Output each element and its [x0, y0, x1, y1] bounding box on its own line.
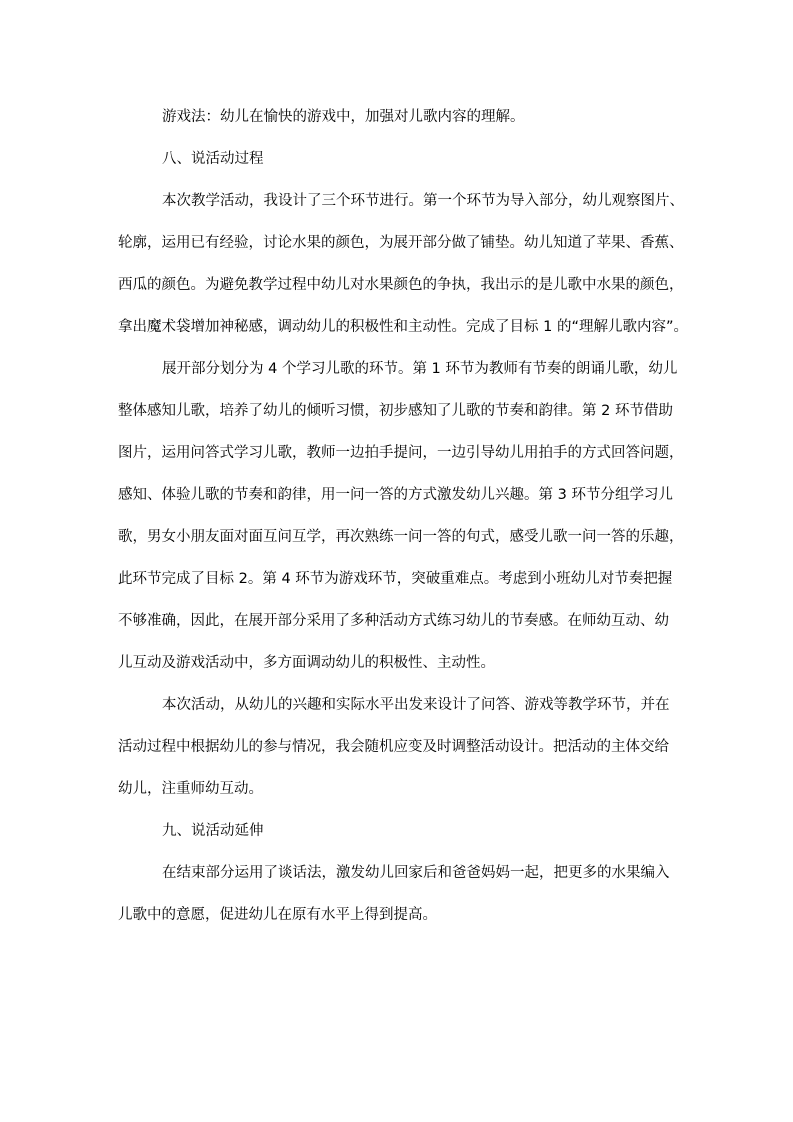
- paragraph-line: 本次活动，从幼儿的兴趣和实际水平出发来设计了问答、游戏等教学环节，并在: [162, 697, 670, 713]
- paragraph-line: 幼儿，注重师幼互动。: [118, 781, 263, 797]
- paragraph-line: 儿互动及游戏活动中，多方面调动幼儿的积极性、主动性。: [118, 655, 495, 671]
- paragraph-line: 感知、体验儿歌的节奏和韵律，用一问一答的方式激发幼儿兴趣。第 3 环节分组学习儿: [118, 487, 673, 503]
- paragraph-line: 游戏法：幼儿在愉快的游戏中，加强对儿歌内容的理解。: [162, 109, 525, 125]
- section-heading: 九、说活动延伸: [162, 823, 264, 839]
- paragraph-line: 儿歌中的意愿，促进幼儿在原有水平上得到提高。: [118, 907, 437, 923]
- paragraph-line: 展开部分划分为 4 个学习儿歌的环节。第 1 环节为教师有节奏的朗诵儿歌，幼儿: [162, 361, 678, 377]
- paragraph-line: 歌，男女小朋友面对面互问互学，再次熟练一问一答的句式，感受儿歌一问一答的乐趣，: [118, 529, 684, 545]
- paragraph-line: 西瓜的颜色。为避免教学过程中幼儿对水果颜色的争执，我出示的是儿歌中水果的颜色，: [118, 277, 684, 293]
- section-heading: 八、说活动过程: [162, 151, 264, 167]
- paragraph-line: 不够准确，因此，在展开部分采用了多种活动方式练习幼儿的节奏感。在师幼互动、幼: [118, 613, 669, 629]
- paragraph-line: 轮廓，运用已有经验，讨论水果的颜色，为展开部分做了铺垫。幼儿知道了苹果、香蕉、: [118, 235, 684, 251]
- paragraph-line: 此环节完成了目标 2。第 4 环节为游戏环节，突破重难点。考虑到小班幼儿对节奏把握: [118, 571, 673, 587]
- paragraph-line: 整体感知儿歌，培养了幼儿的倾听习惯，初步感知了儿歌的节奏和韵律。第 2 环节借助: [118, 403, 673, 419]
- paragraph-line: 图片，运用问答式学习儿歌，教师一边拍手提问，一边引导幼儿用拍手的方式回答问题，: [118, 445, 684, 461]
- paragraph-line: 本次教学活动，我设计了三个环节进行。第一个环节为导入部分，幼儿观察图片、: [162, 193, 684, 209]
- paragraph-line: 在结束部分运用了谈话法，激发幼儿回家后和爸爸妈妈一起，把更多的水果编入: [162, 865, 670, 881]
- paragraph-line: 活动过程中根据幼儿的参与情况，我会随机应变及时调整活动设计。把活动的主体交给: [118, 739, 669, 755]
- paragraph-line: 拿出魔术袋增加神秘感，调动幼儿的积极性和主动性。完成了目标 1 的“理解儿歌内容”。: [118, 319, 688, 335]
